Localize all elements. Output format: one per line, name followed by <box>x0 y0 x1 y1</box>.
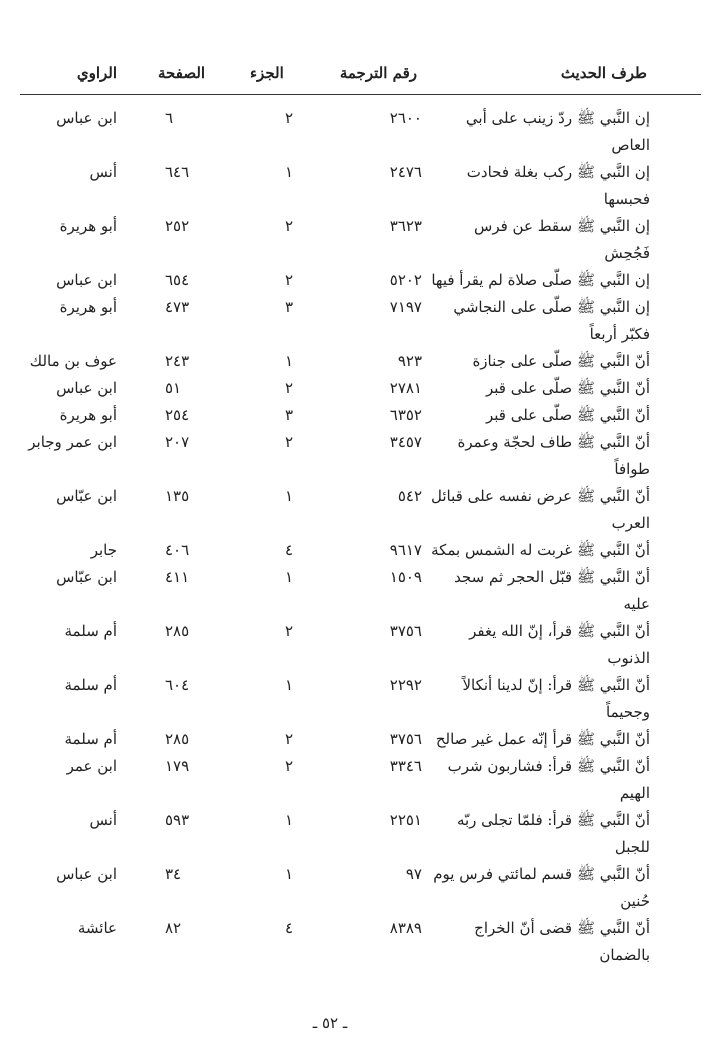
hadith-text: أنّ النَّبي ﷺ غربت له الشمس بمكة <box>431 541 650 559</box>
juz-number: ٢ <box>285 433 294 451</box>
hadith-text-continued: بالضمان <box>599 946 650 964</box>
juz-number: ٢ <box>285 622 294 640</box>
juz-number: ٤ <box>285 919 294 937</box>
juz-number: ١ <box>285 568 294 586</box>
hadith-text-continued: الهيم <box>619 784 650 802</box>
juz-number: ٣ <box>285 406 294 424</box>
rawi-name: ابن عمر وجابر <box>28 433 117 451</box>
hadith-text: إن النَّبي ﷺ سقط عن فرس <box>474 217 650 235</box>
tarjama-number: ٣٦٢٣ <box>389 217 422 235</box>
tarjama-number: ٥٢٠٢ <box>389 271 422 289</box>
tarjama-number: ٣٣٤٦ <box>389 757 422 775</box>
tarjama-number: ٥٤٢ <box>397 487 422 505</box>
header-rawi: الراوي <box>76 64 117 82</box>
page-number-cell: ٢٨٥ <box>165 730 190 748</box>
tarjama-number: ٢٢٥١ <box>389 811 422 829</box>
hadith-text-continued: العاص <box>611 136 650 154</box>
hadith-text: إن النَّبي ﷺ ركب بغلة فحادت <box>466 163 650 181</box>
hadith-text-continued: عليه <box>623 595 650 613</box>
page-number-cell: ٦٤٦ <box>165 163 190 181</box>
page-number-cell: ١٧٩ <box>165 757 190 775</box>
page-number: ـ ٥٢ ـ <box>312 1014 348 1032</box>
hadith-text-continued: طوافاً <box>614 460 650 478</box>
page-number-cell: ٨٢ <box>165 919 182 937</box>
header-page: الصفحة <box>158 64 206 82</box>
page-number-cell: ٢٥٢ <box>165 217 190 235</box>
rawi-name: ابن عبّاس <box>56 568 117 586</box>
hadith-text: أنّ النَّبي ﷺ طاف لحجّة وعمرة <box>457 433 650 451</box>
header-hadith: طرف الحديث <box>560 64 647 82</box>
page-number-cell: ٥٩٣ <box>165 811 190 829</box>
page-number-cell: ٤٧٣ <box>165 298 190 316</box>
rawi-name: عوف بن مالك <box>29 352 117 370</box>
hadith-text: أنّ النَّبي ﷺ قرأ: فشاربون شرب <box>447 757 650 775</box>
juz-number: ٣ <box>285 298 294 316</box>
juz-number: ٢ <box>285 379 294 397</box>
rawi-name: أنس <box>89 163 117 181</box>
tarjama-number: ٦٣٥٢ <box>389 406 422 424</box>
tarjama-number: ٣٧٥٦ <box>389 730 422 748</box>
hadith-text-continued: حُنين <box>620 892 650 910</box>
header-tarjama: رقم الترجمة <box>339 64 417 82</box>
hadith-text-continued: للجبل <box>614 838 650 856</box>
hadith-text-continued: الذنوب <box>607 649 650 667</box>
juz-number: ٢ <box>285 730 294 748</box>
tarjama-number: ٢٧٨١ <box>389 379 422 397</box>
hadith-text: أنّ النَّبي ﷺ صلّى على جنازة <box>472 352 650 370</box>
header-rule <box>20 94 701 95</box>
page-number-cell: ٥١ <box>165 379 182 397</box>
juz-number: ١ <box>285 676 294 694</box>
rawi-name: ابن عباس <box>56 271 117 289</box>
page-number-cell: ٦٠٤ <box>165 676 190 694</box>
rawi-name: أم سلمة <box>64 730 117 748</box>
juz-number: ١ <box>285 865 294 883</box>
juz-number: ٢ <box>285 217 294 235</box>
rawi-name: عائشة <box>77 919 117 937</box>
hadith-text: أنّ النَّبي ﷺ قرأ إنّه عمل غير صالح <box>435 730 650 748</box>
hadith-text: أنّ النَّبي ﷺ عرض نفسه على قبائل <box>431 487 650 505</box>
hadith-text: أنّ النَّبي ﷺ صلّى على قبر <box>485 379 650 397</box>
rawi-name: أم سلمة <box>64 622 117 640</box>
page-number-cell: ٢٨٥ <box>165 622 190 640</box>
page-number-cell: ١٣٥ <box>165 487 190 505</box>
tarjama-number: ٩٢٣ <box>397 352 422 370</box>
hadith-text: أنّ النَّبي ﷺ قرأ: فلمّا تجلى ربّه <box>456 811 650 829</box>
juz-number: ٤ <box>285 541 294 559</box>
rawi-name: ابن عباس <box>56 865 117 883</box>
hadith-text: أنّ النَّبي ﷺ صلّى على قبر <box>485 406 650 424</box>
rawi-name: جابر <box>90 541 117 559</box>
tarjama-number: ٣٧٥٦ <box>389 622 422 640</box>
juz-number: ١ <box>285 163 294 181</box>
hadith-text: أنّ النَّبي ﷺ قرأ: إنّ لدينا أنكالاً <box>462 676 650 694</box>
rawi-name: أنس <box>89 811 117 829</box>
juz-number: ٢ <box>285 109 294 127</box>
juz-number: ١ <box>285 352 294 370</box>
hadith-text: إن النَّبي ﷺ ردّ زينب على أبي <box>465 109 650 127</box>
tarjama-number: ١٥٠٩ <box>389 568 422 586</box>
tarjama-number: ٧١٩٧ <box>389 298 422 316</box>
page-number-cell: ٣٤ <box>165 865 182 883</box>
hadith-text: أنّ النَّبي ﷺ قضى أنّ الخراج <box>474 919 650 937</box>
hadith-text: أنّ النَّبي ﷺ قرأ، إنّ الله يغفر <box>469 622 650 640</box>
page-number-cell: ٦٥٤ <box>165 271 190 289</box>
page-number-cell: ٢٥٤ <box>165 406 190 424</box>
tarjama-number: ٢٢٩٢ <box>389 676 422 694</box>
tarjama-number: ٩٦١٧ <box>389 541 422 559</box>
tarjama-number: ٩٧ <box>405 865 422 883</box>
tarjama-number: ٨٣٨٩ <box>389 919 422 937</box>
header-juz: الجزء <box>250 64 284 82</box>
page-number-cell: ٢٠٧ <box>165 433 190 451</box>
page-number-cell: ٤١١ <box>165 568 190 586</box>
juz-number: ١ <box>285 487 294 505</box>
hadith-text: أنّ النَّبي ﷺ قسم لمائتي فرس يوم <box>433 865 650 883</box>
juz-number: ٢ <box>285 271 294 289</box>
page-number-cell: ٢٤٣ <box>165 352 190 370</box>
rawi-name: أبو هريرة <box>59 217 117 235</box>
tarjama-number: ٢٦٠٠ <box>389 109 422 127</box>
page-number-cell: ٦ <box>165 109 174 127</box>
hadith-text: أنّ النَّبي ﷺ قبّل الحجر ثم سجد <box>454 568 650 586</box>
hadith-text: إن النَّبي ﷺ صلّى على النجاشي <box>453 298 650 316</box>
rawi-name: ابن عباس <box>56 379 117 397</box>
juz-number: ٢ <box>285 757 294 775</box>
tarjama-number: ٢٤٧٦ <box>389 163 422 181</box>
hadith-text-continued: وجحيماً <box>606 703 650 721</box>
page-number-cell: ٤٠٦ <box>165 541 190 559</box>
hadith-text-continued: فَجُحِش <box>604 244 650 262</box>
rawi-name: أم سلمة <box>64 676 117 694</box>
rawi-name: ابن عباس <box>56 109 117 127</box>
rawi-name: ابن عمر <box>66 757 117 775</box>
juz-number: ١ <box>285 811 294 829</box>
rawi-name: أبو هريرة <box>59 298 117 316</box>
tarjama-number: ٣٤٥٧ <box>389 433 422 451</box>
hadith-text: إن النَّبي ﷺ صلّى صلاة لم يقرأ فيها <box>431 271 650 289</box>
hadith-text-continued: فحبسها <box>603 190 650 208</box>
hadith-text-continued: العرب <box>611 514 650 532</box>
rawi-name: أبو هريرة <box>59 406 117 424</box>
hadith-text-continued: فكبّر أربعاً <box>589 325 650 343</box>
rawi-name: ابن عبّاس <box>56 487 117 505</box>
